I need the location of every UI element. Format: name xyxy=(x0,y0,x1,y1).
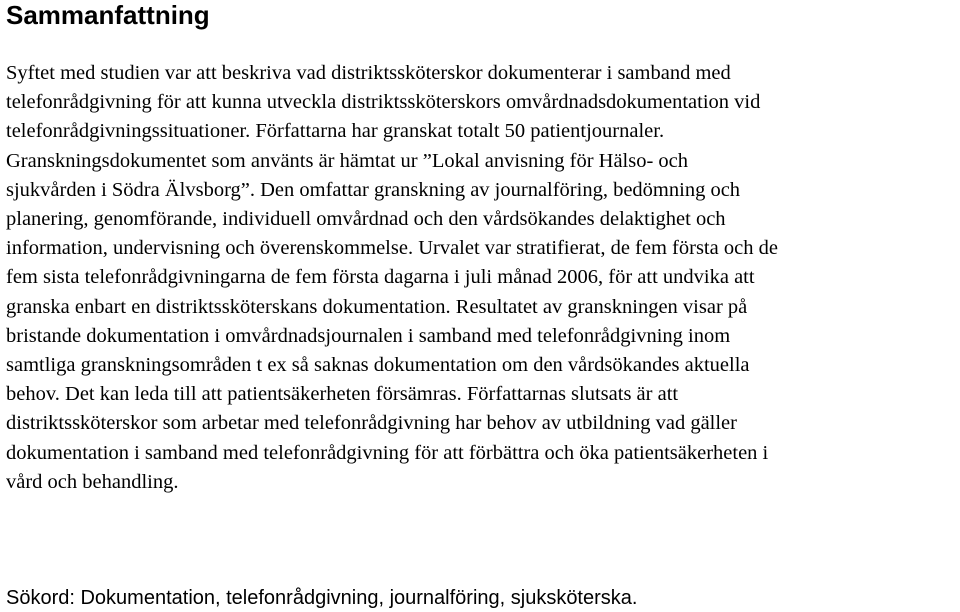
abstract-line: planering, genomförande, individuell omvårdnad och den vårdsökandes delaktighet och xyxy=(6,208,726,231)
abstract-line: fem sista telefonrådgivningarna de fem första dagarna i juli månad 2006, för att undvika att xyxy=(6,266,755,289)
abstract-line: samtliga granskningsområden t ex så saknas dokumentation om den vårdsökandes aktuella xyxy=(6,354,750,377)
abstract-line: Syftet med studien var att beskriva vad distriktssköterskor dokumenterar i samband med xyxy=(6,62,731,84)
abstract-paragraph xyxy=(6,59,778,497)
abstract-line: bristande dokumentation i omvårdnadsjournalen i samband med telefonrådgivning inom xyxy=(6,324,731,347)
section-heading: Sammanfattning xyxy=(6,0,210,30)
abstract-line: granska enbart en distriktssköterskans dokumentation. Resultatet av granskningen visar på xyxy=(6,295,748,318)
abstract-line: vård och behandling. xyxy=(6,470,179,493)
abstract-line: distriktssköterskor som arbetar med telefonrådgivning har behov av utbildning vad gäller xyxy=(6,412,737,435)
abstract-line: information, undervisning och överenskommelse. Urvalet var stratifierat, de fem första och de xyxy=(6,237,778,260)
abstract-line: sjukvården i Södra Älvsborg”. Den omfattar granskning av journalföring, bedömning och xyxy=(6,178,741,201)
abstract-line: telefonrådgivningssituationer. Författarna har granskat totalt 50 patientjournaler. xyxy=(6,120,665,143)
abstract-line: Granskningsdokumentet som använts är hämtat ur ”Lokal anvisning för Hälso- och xyxy=(6,149,689,172)
keywords-line: Sökord: Dokumentation, telefonrådgivning, journalföring, sjuksköterska. xyxy=(6,587,638,609)
abstract-line: telefonrådgivning för att kunna utveckla distriktssköterskors omvårdnadsdokumentation vid xyxy=(6,91,761,114)
abstract-line: dokumentation i samband med telefonrådgivning för att förbättra och öka patientsäkerheten i xyxy=(6,441,769,464)
abstract-line: behov. Det kan leda till att patientsäkerheten försämras. Författarnas slutsats är att xyxy=(6,383,679,406)
